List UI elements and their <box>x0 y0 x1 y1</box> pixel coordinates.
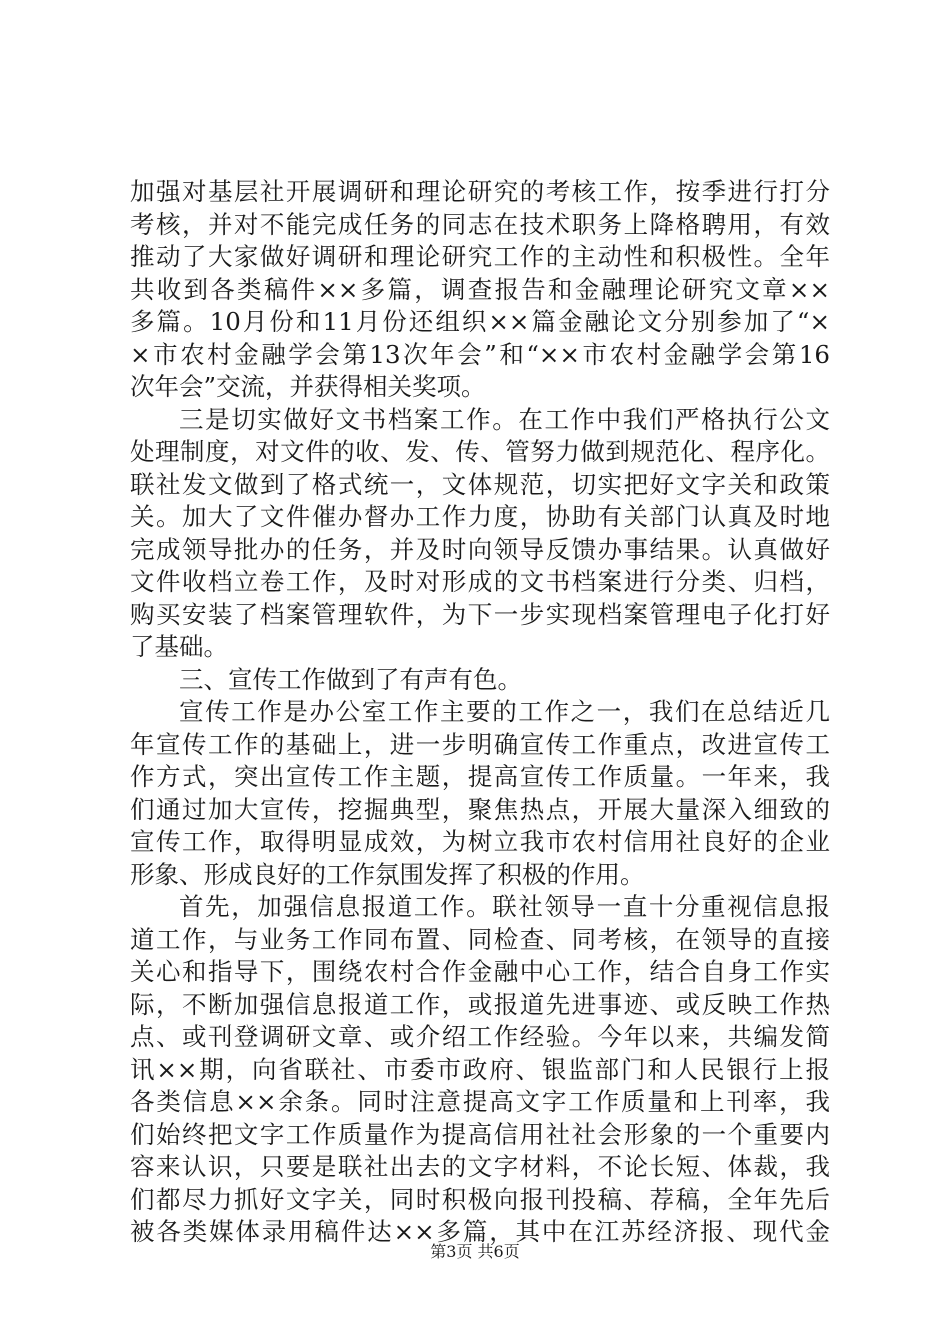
text-line: 们通过加大宣传，挖掘典型，聚焦热点，开展大量深入细致的 <box>130 794 830 824</box>
text-line: 形象、形成良好的工作氛围发挥了积极的作用。 <box>130 859 645 889</box>
text-line: ×市农村金融学会第13次年会”和“××市农村金融学会第16 <box>130 339 830 369</box>
text-line: 各类信息××余条。同时注意提高文字工作质量和上刊率，我 <box>130 1087 830 1116</box>
text-line: 们始终把文字工作质量作为提高信用社社会形象的一个重要内 <box>130 1119 830 1149</box>
text-line: 点、或刊登调研文章、或介绍工作经验。今年以来，共编发简 <box>130 1022 830 1051</box>
text-line: 多篇。10月份和11月份还组织××篇金融论文分别参加了“× <box>130 307 830 336</box>
text-line: 关心和指导下，围绕农村合作金融中心工作，结合自身工作实 <box>130 957 830 986</box>
text-line: 加强对基层社开展调研和理论研究的考核工作，按季进行打分 <box>130 177 830 206</box>
text-line: 共收到各类稿件××多篇，调查报告和金融理论研究文章×× <box>130 274 830 304</box>
section-heading: 三、宣传工作做到了有声有色。 <box>179 664 522 694</box>
document-body <box>130 176 830 1249</box>
paragraph-start-line: 三是切实做好文书档案工作。在工作中我们严格执行公文 <box>179 404 830 434</box>
text-line: 年宣传工作的基础上，进一步明确宣传工作重点，改进宣传工 <box>130 729 830 759</box>
text-line: 购买安装了档案管理软件，为下一步实现档案管理电子化打好 <box>130 599 830 629</box>
text-line: 了基础。 <box>130 632 228 661</box>
text-line: 文件收档立卷工作，及时对形成的文书档案进行分类、归档， <box>130 567 830 596</box>
text-line: 被各类媒体录用稿件达××多篇，其中在江苏经济报、现代金 <box>130 1217 830 1246</box>
text-line: 道工作，与业务工作同布置、同检查、同考核，在领导的直接 <box>130 924 830 954</box>
page-number: 第3页 共6页 <box>430 1242 520 1261</box>
page-footer <box>0 1242 950 1262</box>
text-line: 考核，并对不能完成任务的同志在技术职务上降格聘用，有效 <box>130 209 830 239</box>
text-line: 处理制度，对文件的收、发、传、管努力做到规范化、程序化。 <box>130 437 830 466</box>
text-line: 次年会”交流，并获得相关奖项。 <box>130 372 486 401</box>
text-line: 们都尽力抓好文字关，同时积极向报刊投稿、荐稿，全年先后 <box>130 1184 830 1214</box>
text-line: 完成领导批办的任务，并及时向领导反馈办事结果。认真做好 <box>130 534 830 564</box>
text-line: 际，不断加强信息报道工作，或报道先进事迹、或反映工作热 <box>130 989 830 1019</box>
text-line: 推动了大家做好调研和理论研究工作的主动性和积极性。全年 <box>130 242 830 271</box>
text-line: 容来认识，只要是联社出去的文字材料，不论长短、体裁，我 <box>130 1152 830 1181</box>
paragraph-start-line: 宣传工作是办公室工作主要的工作之一，我们在总结近几 <box>179 697 830 726</box>
text-line: 联社发文做到了格式统一，文体规范，切实把好文字关和政策 <box>130 469 830 499</box>
text-line: 宣传工作，取得明显成效，为树立我市农村信用社良好的企业 <box>130 827 830 856</box>
text-line: 作方式，突出宣传工作主题，提高宣传工作质量。一年来，我 <box>130 762 830 791</box>
paragraph-start-line: 首先，加强信息报道工作。联社领导一直十分重视信息报 <box>179 892 830 921</box>
text-line: 讯××期，向省联社、市委市政府、银监部门和人民银行上报 <box>130 1054 830 1084</box>
text-line: 关。加大了文件催办督办工作力度，协助有关部门认真及时地 <box>130 502 830 531</box>
